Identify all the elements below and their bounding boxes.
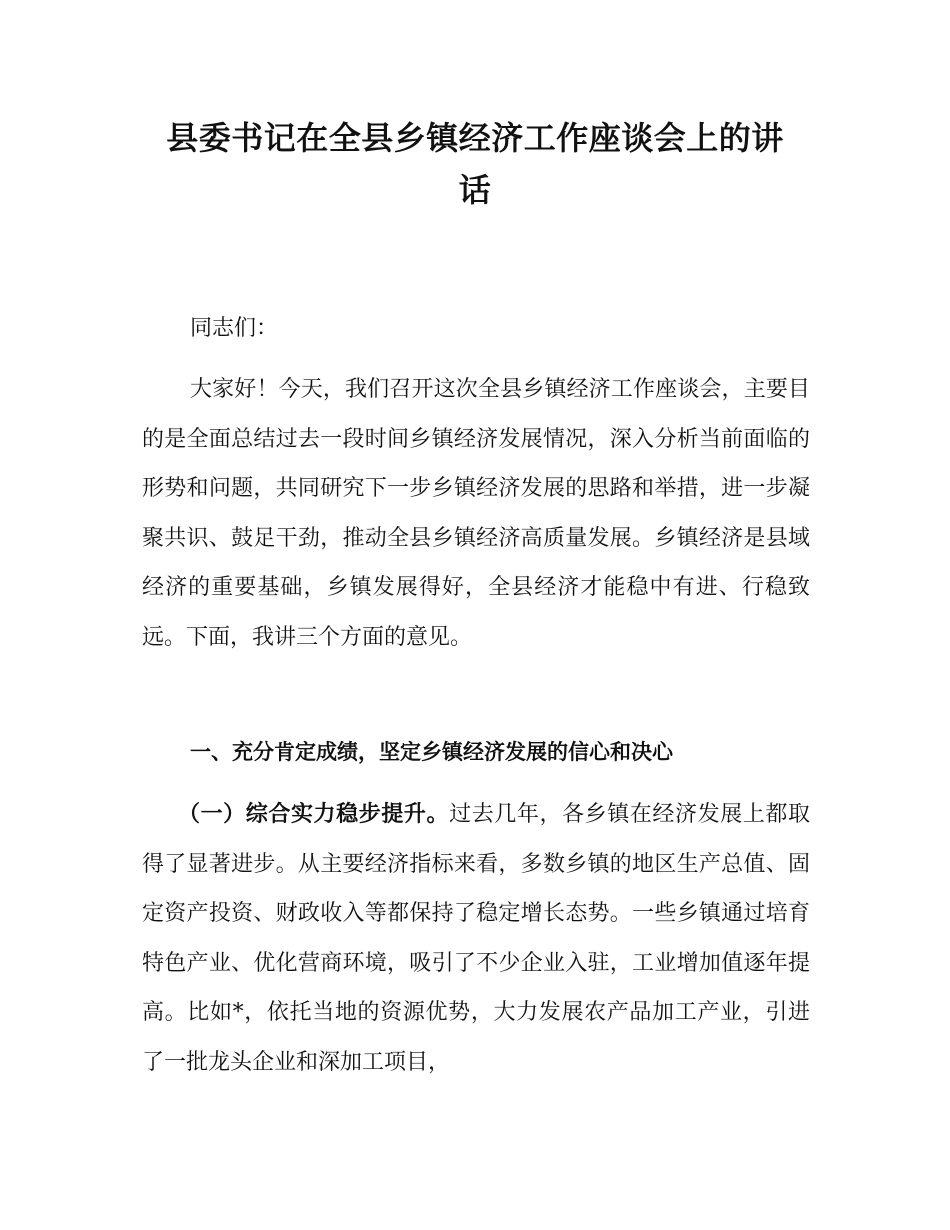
subsection-paragraph-1 (142, 790, 810, 1087)
salutation: 同志们： (190, 316, 279, 341)
document-title (140, 112, 810, 216)
title-line-1: 县委书记在全县乡镇经济工作座谈会上的讲 (166, 119, 784, 157)
subsection-heading-1: （一）综合实力稳步提升。 (178, 802, 450, 827)
section-heading-1: 一、充分肯定成绩，坚定乡镇经济发展的信心和决心 (190, 740, 673, 764)
subsection-text-1: 过去几年，各乡镇在经济发展上都取得了显著进步。从主要经济指标来看，多数乡镇的地区生产总值、固定资产投资、财政收入等都保持了稳定增长态势。一些乡镇通过培育特色产业、优化营商环境，吸引了不少企业入驻，工业增加值逐年提高。比如*，依托当地的资源优势，大力发展农产品加工产业，引进了一批龙头企业和深加工项目， (142, 802, 810, 1075)
opening-paragraph: 大家好！今天，我们召开这次全县乡镇经济工作座谈会，主要目的是全面总结过去一段时间乡镇经济发展情况，深入分析当前面临的形势和问题，共同研究下一步乡镇经济发展的思路和举措，进一步凝聚共识、鼓足干劲，推动全县乡镇经济高质量发展。乡镇经济是县域经济的重要基础，乡镇发展得好，全县经济才能稳中有进、行稳致远。下面，我讲三个方面的意见。 (142, 377, 810, 650)
title-line-2: 话 (458, 171, 492, 209)
